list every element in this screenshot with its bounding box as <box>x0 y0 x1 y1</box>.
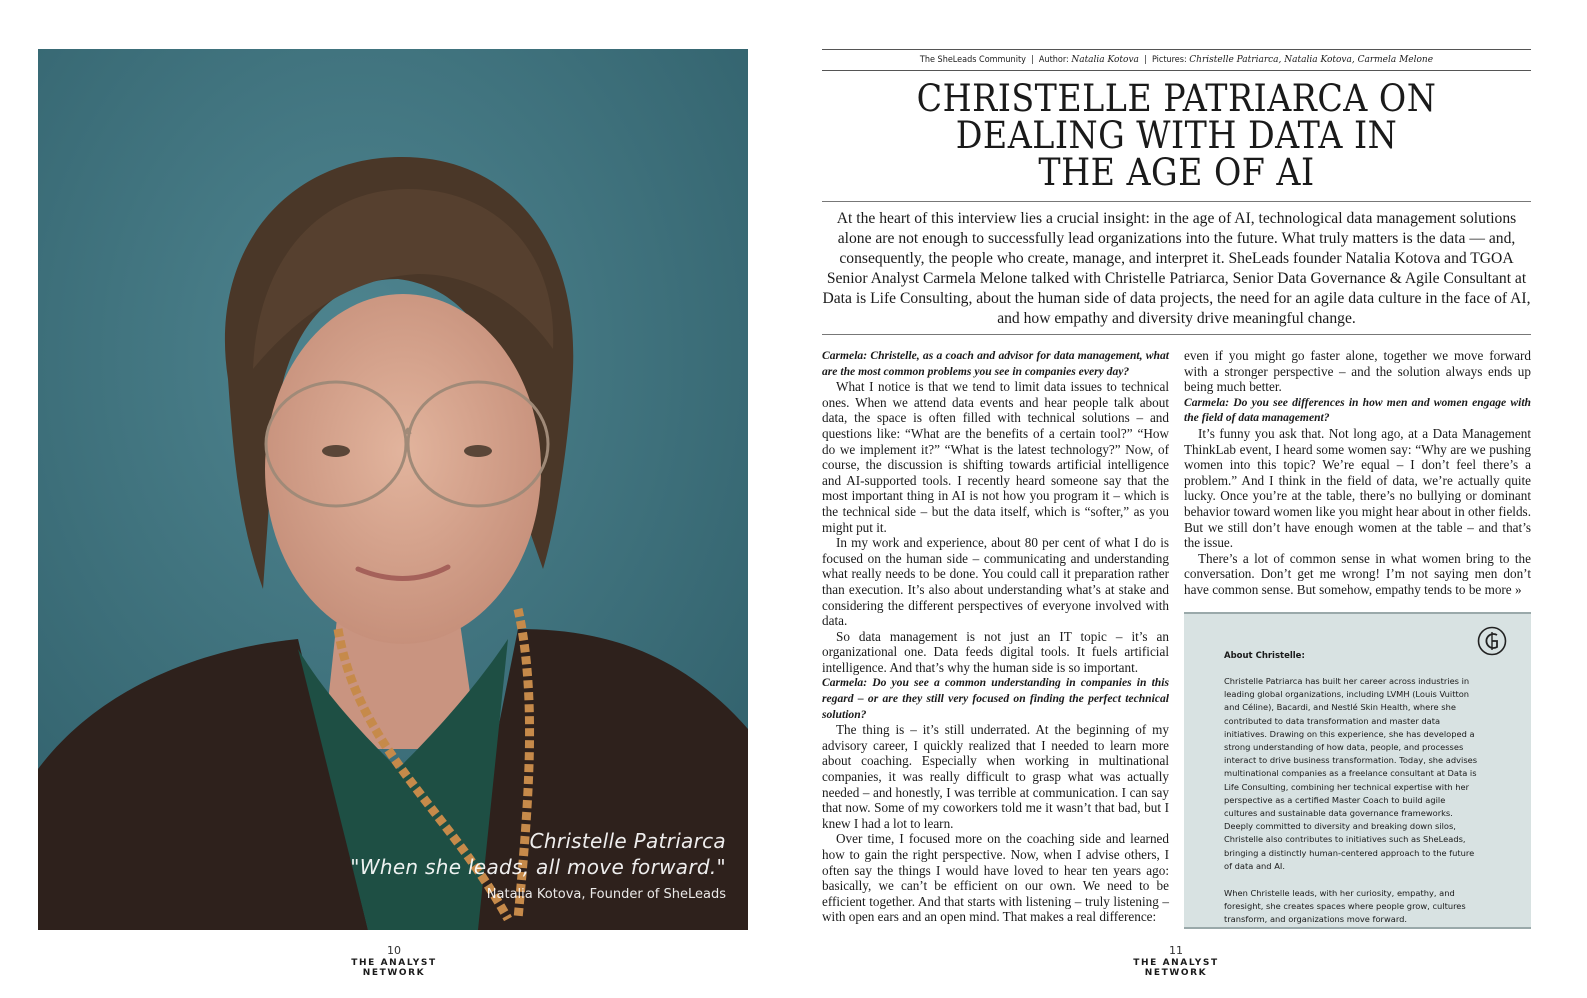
portrait-photo <box>38 49 748 930</box>
tgoa-logo-icon <box>1477 626 1507 656</box>
pictures-label: Pictures: <box>1151 55 1187 65</box>
author-name: Natalia Kotova <box>1071 55 1139 65</box>
answer-paragraph: So data management is not just an IT topic – it’s an organizational one. Data feeds digital tools. It fuels artificial intelligence. And that’s why the human side is so important. <box>822 628 1169 675</box>
answer-paragraph: even if you might go faster alone, together we move forward with a stronger perspective – and the solution always ends up being much better. <box>1184 348 1531 395</box>
title-line: DEALING WITH DATA IN <box>955 114 1398 157</box>
title-line: THE AGE OF AI <box>1038 151 1315 194</box>
left-page-folio <box>330 944 458 978</box>
magazine-name: THE ANALYST NETWORK <box>1133 958 1219 978</box>
magazine-name: THE ANALYST NETWORK <box>351 958 437 978</box>
interview-question: Carmela: Do you see a common understanding in companies in this regard – or are they still very focused on finding the perfect technical solution? <box>822 676 1169 721</box>
answer-paragraph: There’s a lot of common sense in what women bring to the conversation. Don’t get me wrong! I’m not saying men don’t have common sense. But somehow, empathy tends to be more » <box>1184 550 1531 597</box>
answer-paragraph: What I notice is that we tend to limit data issues to technical ones. When we attend data events and hear people talk about data, the space is often filled with technical solutions – and questions like: “What are the benefits of a certain tool?” “How do we implement it?” “What is the latest technology?” Now, of course, the discussion is shifting towards artificial intelligence and AI-supported tools. I recently heard someone say that the most important thing in AI is not how you program it – which is the technical side – but the data itself, which is “softer,” as you might put it. <box>822 379 1169 535</box>
caption-name: Christelle Patriarca <box>529 829 726 853</box>
right-page-folio <box>1112 944 1240 978</box>
page-number: 11 <box>1169 944 1183 957</box>
interview-question: Carmela: Do you see differences in how men and women engage with the field of data management? <box>1184 395 1531 425</box>
about-box <box>1184 612 1531 929</box>
answer-paragraph: In my work and experience, about 80 per cent of what I do is focused on the human side – communicating and understanding what really needs to be done. You could call it preparation rather than execution. It’s also about understanding what’s at stake and considering the different perspectives of everyone involved with data. <box>822 535 1169 629</box>
body-column-left <box>822 348 1169 925</box>
article-title <box>822 77 1531 194</box>
photo-caption <box>350 829 726 902</box>
interview-question: Carmela: Christelle, as a coach and advisor for data management, what are the most common problems you see in companies every day? <box>822 349 1169 378</box>
caption-quote: "When she leads, all move forward." <box>350 855 726 879</box>
caption-credit: Natalia Kotova, Founder of SheLeads <box>486 887 726 902</box>
credits-bar: The SheLeads Community | Author: Natalia Kotova | Pictures: Christelle Patriarca, Natalia Kotova, Carmela Melone <box>822 49 1531 71</box>
pictures-credit: Christelle Patriarca, Natalia Kotova, Carmela Melone <box>1189 55 1434 65</box>
answer-paragraph: It’s funny you ask that. Not long ago, at a Data Management ThinkLab event, I heard some women say: “Why are we pushing women into this topic? We’re equal – I don’t feel there’s a problem.” And I think in the field of data, we’re actually quite lucky. Once you’re at the table, there’s no bullying or dominant behavior toward women like you might hear about in other fields. But we still don’t have enough women at the table – and that’s the issue. <box>1184 425 1531 551</box>
about-body: Christelle Patriarca has built her career across industries in leading global organizations, including LVMH (Louis Vuitton and Céline), Bacardi, and Nestlé Skin Health, where she contributed to data transformation and master data initiatives. Drawing on this experience, she has developed a strong understanding of how data, people, and processes interact to drive business transformation. Today, she advises multinational companies as a freelance consultant at Data is Life Consulting, combining her technical expertise with her perspective as a certified Master Coach to build agile cultures and sustainable data governance frameworks. Deeply committed to diversity and breaking down silos, Christelle also contributes to initiatives such as SheLeads, bringing a distinctly human-centered approach to the future of data and AI. <box>1224 676 1478 871</box>
portrait-illustration <box>38 49 748 930</box>
article-lead: At the heart of this interview lies a crucial insight: in the age of AI, technological data management solutions alone are not enough to successfully lead organizations into the future. What truly matters is the data — and, consequently, the people who create, manage, and interpret it. SheLeads founder Natalia Kotova and TGOA Senior Analyst Carmela Melone talked with Christelle Patriarca, Senior Data Governance & Agile Consultant at Data is Life Consulting, about the human side of data projects, the need for an agile data culture in the face of AI, and how empathy and diversity drive meaningful change. <box>822 210 1531 327</box>
divider <box>822 334 1531 335</box>
section-name: The SheLeads Community <box>919 55 1026 65</box>
divider <box>822 201 1531 202</box>
answer-paragraph: Over time, I focused more on the coaching side and learned how to gain the right perspective. Now, when I advise others, I often say the things I would have loved to hear ten years ago: basically, we can’t be efficient on our own. We need to be efficient together. And that starts with listening – truly listening – with open ears and an open mind. That makes a real difference: <box>822 831 1169 925</box>
body-column-right <box>1184 348 1531 598</box>
title-line: CHRISTELLE PATRIARCA ON <box>916 77 1437 120</box>
page-number: 10 <box>387 944 401 957</box>
about-closing: When Christelle leads, with her curiosity, empathy, and foresight, she creates spaces where people grow, cultures transform, and organizations move forward. <box>1224 888 1466 925</box>
author-label: Author: <box>1038 55 1069 65</box>
answer-paragraph: The thing is – it’s still underrated. At the beginning of my advisory career, I quickly realized that I needed to learn more about coaching. Especially when working in multinational companies, it was really difficult to grasp what was actually needed – and honestly, I was terrible at communication. I can say that now. Some of my coworkers told me it wasn’t that bad, but I knew I had a lot to learn. <box>822 722 1169 831</box>
about-heading: About Christelle: <box>1224 651 1305 661</box>
